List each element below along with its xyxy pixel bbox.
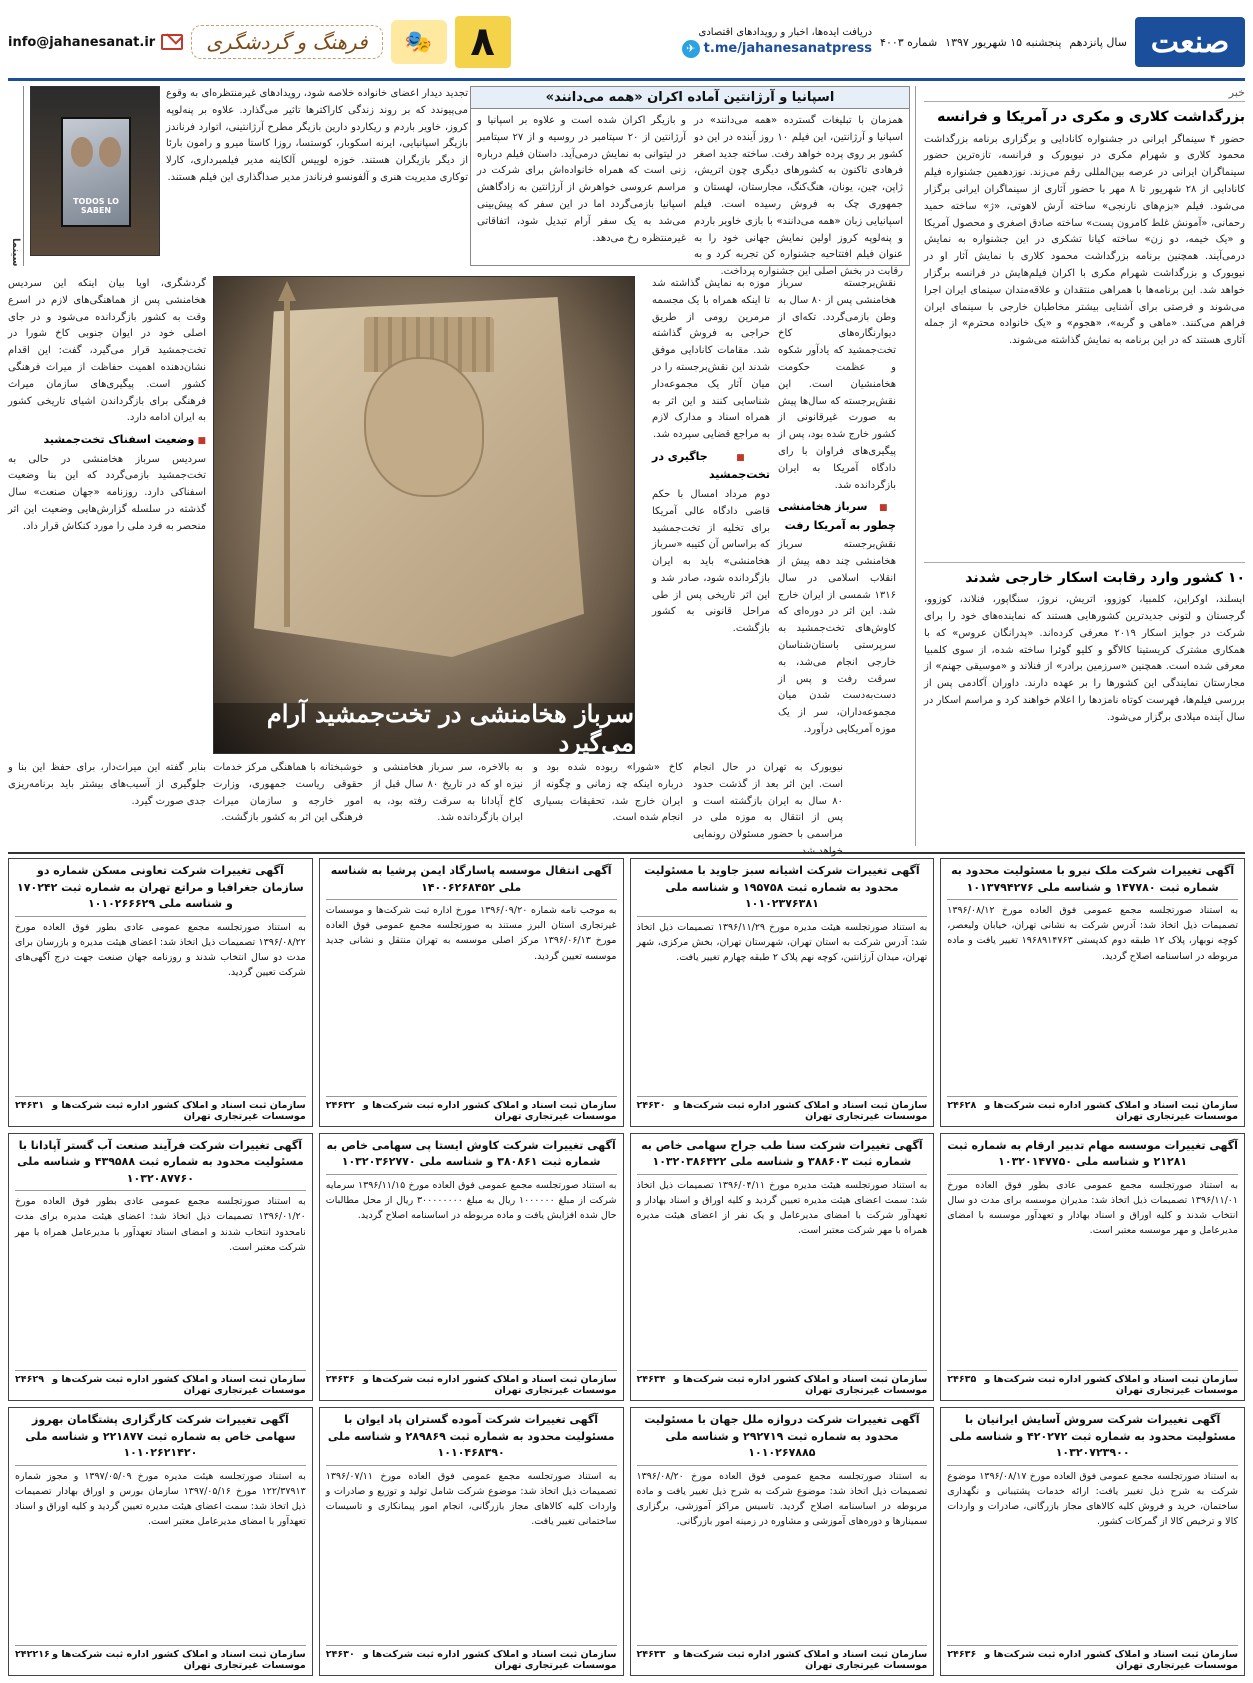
legal-notice[interactable] — [630, 858, 935, 1127]
issue-number: شماره ۴۰۰۳ — [880, 35, 938, 49]
poster-face-right — [99, 137, 121, 167]
issue-date: پنجشنبه ۱۵ شهریور ۱۳۹۷ — [945, 35, 1062, 49]
notice-body: به استناد صورتجلسه مجمع عمومی فوق العاده مورخ ۱۳۹۶/۰۸/۱۲ تصمیمات ذیل اتخاذ شد: آدرس شرکت به نشانی تهران، خیابان ولیعصر، کوچه نوبهار، پلاک ۱۲ طبقه دوم کدپستی ۱۹۶۸۹۱۴۷۶۳ تغییر یافت و ماده مربوطه در اساسنامه اصلاح گردید. — [947, 905, 1238, 962]
soldier-col2b-text: دوم مرداد امسال با حکم قاضی دادگاه عالی آمریکا برای تخلیه از تخت‌جمشید که براساس آن کتیبه «سرباز هخامنشی» باید به ایران بازگردانده شود، صادر شد و این اثر تاریخی پس از طی مراحل قانونی به کشور بازگشت. — [652, 488, 770, 635]
telegram-link[interactable] — [682, 40, 872, 58]
soldier-relief-photo — [213, 276, 635, 757]
legal-notice[interactable] — [940, 1133, 1245, 1402]
notice-body: به استناد صورتجلسه هیئت مدیره مورخ ۱۳۹۷/۰۵/۰۹ و مجوز شماره ۱۲۲/۳۷۹۱۳ مورخ ۱۳۹۷/۰۵/۱۶ سازمان بورس و اوراق بهادار تصمیمات ذیل اتخاذ شد: سمت اعضای هیئت مدیره تعیین گردید و کلیه اوراق و اسناد تعهدآور با امضای مدیرعامل معتبر است. — [15, 1470, 306, 1528]
relief-spear — [284, 297, 290, 627]
legal-notices-grid — [8, 858, 1245, 1676]
notice-code: ۲۴۶۳۵ — [947, 1374, 977, 1386]
mail-icon — [161, 34, 183, 50]
newspaper-logo[interactable]: صنعت — [1135, 17, 1245, 67]
notice-body: به استناد صورتجلسه مجمع عمومی فوق العاده مورخ ۱۳۹۶/۰۷/۱۱ تصمیمات ذیل اتخاذ شد: موضوع شرکت شامل تولید و توزیع و صادرات و واردات کلیه کالاهای مجاز بازرگانی، انجام امور پیمانکاری و تاسیسات ساختمانی تغییر یافت. — [325, 1470, 617, 1528]
notice-code: ۲۴۶۳۲ — [325, 1099, 355, 1111]
notice-org: سازمان ثبت اسناد و املاک کشور اداره ثبت شرکت‌ها و موسسات غیرتجاری تهران — [673, 1099, 928, 1122]
notice-footer — [15, 1370, 306, 1396]
soldier-story — [652, 276, 896, 754]
soldier-subhead-1: ■ سرباز هخامنشی چطور به آمریکا رفت — [778, 498, 896, 535]
notice-title: آگهی تغییرات شرکت اشیانه سبز جاوید با مسئولیت محدود به شماره ثبت ۱۹۵۷۵۸ و شناسه ملی ۱۰۱۰۲۳۷۶۳۸۱ — [637, 863, 928, 917]
contact-email[interactable] — [8, 34, 183, 50]
left-story-text — [8, 276, 206, 754]
notice-org: سازمان ثبت اسناد و املاک کشور اداره ثبت شرکت‌ها و موسسات غیرتجاری تهران — [362, 1648, 617, 1671]
notice-org: سازمان ثبت اسناد و املاک کشور اداره ثبت شرکت‌ها و موسسات غیرتجاری تهران — [52, 1099, 306, 1122]
notice-title: آگهی تغییرات شرکت سنا طب جراح سهامی خاص به شماره ثبت ۳۸۸۶۰۳ و شناسه ملی ۱۰۳۲۰۳۸۶۴۲۲ — [637, 1138, 928, 1175]
notice-footer — [947, 1096, 1238, 1122]
notice-footer — [326, 1370, 617, 1396]
left-story-col: گردشگری، اویا بیان اینکه این سردیس هخامنشی پس از هماهنگی‌های لازم در اسرع وقت به کشور بازگردانده می‌شود و در جای اصلی خود در ایوان جنوبی کاخ شورا در تخت‌جمشید قرار می‌گیرد، گفت: این اقدام نشان‌دهنده اهمیت حفاظت از میراث فرهنگی کشور است. پیگیری‌های سازمان میراث فرهنگی برای بازگرداندن اشیای تاریخی کشور به ایران ادامه دارد. — [8, 278, 206, 424]
notice-title: آگهی تغییرات شرکت کارگزاری پشتگامان بهروز سهامی خاص به شماره ثبت ۲۲۱۸۷۷ و شناسه ملی ۱۰۱۰۲۶۲۱۴۲۰ — [15, 1412, 306, 1466]
notice-body: به استناد صورتجلسه مجمع عمومی عادی بطور فوق العاده مورخ ۱۳۹۶/۱۱/۰۱ تصمیمات ذیل اتخاذ شد: مدیران موسسه برای مدت دو سال انتخاب شدند و کلیه اوراق و اسناد بهادار و تعهدآور موسسه با امضای مدیرعامل و مهر موسسه معتبر است. — [947, 1179, 1238, 1237]
soldier-col1b-text: نقش‌برجسته سرباز هخامنشی چند دهه پیش از انقلاب اسلامی در سال ۱۳۱۶ شمسی از ایران خارج شد. این اثر در دوره‌ای که کاوش‌های تخت‌جمشید به سرپرستی باستان‌شناسان خارجی انجام می‌شد، به سرقت رفت و پس از دست‌به‌دست شدن میان مجموعه‌داران، سر از یک موزه آمریکایی درآورد. — [778, 539, 896, 736]
under-col-1: نیویورک به تهران در حال انجام است. این اثر بعد از گذشت حدود ۸۰ سال به ایران بازگشته است و پس از انتقال به موزه ملی در مراسمی با حضور مسئولان رونمایی — [693, 762, 843, 841]
notice-code: ۲۴۶۳۴ — [636, 1374, 666, 1386]
notice-code: ۲۴۶۲۹ — [15, 1374, 44, 1386]
notice-org: سازمان ثبت اسناد و املاک کشور اداره ثبت شرکت‌ها و موسسات غیرتجاری تهران — [984, 1374, 1238, 1397]
notice-body: به استناد صورتجلسه مجمع عمومی فوق العاده مورخ ۱۳۹۶/۰۸/۱۷ موضوع شرکت به شرح ذیل تغییر یافت: ارائه خدمات پشتیبانی و نگهداری ساختمان، خرید و فروش کلیه کالاهای مجاز بازرگانی، صادرات و واردات کالا و ترخیص کالا از گمرکات کشور. — [947, 1470, 1238, 1528]
left-story-bottom: بنابر گفته این میراث‌دار، برای حفظ این بنا و جلوگیری از آسیب‌های بیشتر باید برنامه‌ریزی جدی صورت گیرد. — [8, 762, 206, 807]
notice-body: به استناد صورتجلسه مجمع عمومی عادی بطور فوق العاده مورخ ۱۳۹۶/۰۱/۲۰ تصمیمات ذیل اتخاذ شد: اعضای هیئت مدیره برای مدت نامحدود انتخاب شدند و امضای اسناد تعهدآور با مدیرعامل همراه با مهر شرکت معتبر است. — [15, 1196, 306, 1253]
photo-caption-bar — [214, 699, 634, 757]
notice-footer — [326, 1096, 617, 1122]
notice-code: ۲۴۶۳۰ — [325, 1648, 355, 1660]
soldier-col1-text: نقش‌برجسته سرباز هخامنشی پس از ۸۰ سال به وطن بازمی‌گردد. تکه‌ای از دیوارنگاره‌های کاخ تخت‌جمشید که یادآور شکوه و عظمت حکومت هخامنشیان است. این نقش‌برجسته که سال‌ها پیش به صورت غیرقانونی از کشور خارج شده بود، پس از پیگیری‌های فراوان با رای دادگاه آمریکا به ایران بازگردانده شد. — [778, 278, 896, 491]
legal-notice[interactable] — [8, 858, 313, 1127]
notice-org: سازمان ثبت اسناد و املاک کشور اداره ثبت شرکت‌ها و موسسات غیرتجاری تهران — [673, 1374, 928, 1397]
notice-org: سازمان ثبت اسناد و املاک کشور اداره ثبت شرکت‌ها و موسسات غیرتجاری تهران — [362, 1374, 617, 1397]
under-col-2: کاخ «شورا» ربوده شده بود و درباره اینکه چه زمانی و چگونه از ایران خارج شد، تحقیقات بسیاری انجام شده است. — [533, 762, 683, 824]
box-story-col-2: و بازیگر اکران شده است و علاوه بر اسپانیا و آرژانتین از ۲۰ سپتامبر در روسیه و از ۲۷ سپتامبر در لیتوانی به نمایش درمی‌آید. داستان فیلم درباره زنی است که همراه خانواده‌اش برای شرکت در مراسم عروسی خواهرش از آرژانتین به زادگاهش اسپانیا بازمی‌گردد اما در این سفر که پیش‌بینی می‌شد به یک سفر آرام تبدیل شود، اتفاقاتی غیرمنتظره رخ می‌دهد. — [477, 115, 686, 244]
notice-code: ۲۴۶۳۶ — [947, 1648, 977, 1660]
legal-notice[interactable] — [8, 1133, 313, 1402]
header-rule — [8, 78, 1245, 81]
legal-notice[interactable] — [8, 1407, 313, 1676]
notice-footer — [637, 1096, 928, 1122]
notice-title: آگهی تغییرات شرکت سروش آسایش ایرانیان با مسئولیت محدود به شماره ثبت ۴۲۰۲۷۲ و شناسه ملی ۱۰۳۲۰۷۲۳۹۰۰ — [947, 1412, 1238, 1466]
soldier-subhead-2: ■ جاگیری در تخت‌جمشید — [652, 448, 770, 485]
theatre-masks-icon: 🎭 — [391, 20, 447, 64]
box-story-headline[interactable]: اسپانیا و آرژانتین آماده اکران «همه می‌دانند» — [471, 87, 909, 109]
story-awards — [924, 108, 1245, 552]
notice-body: به استناد صورتجلسه مجمع عمومی عادی بطور فوق العاده مورخ ۱۳۹۶/۰۸/۲۲ تصمیمات ذیل اتخاذ شد: اعضای هیئت مدیره و بازرسان برای مدت دو سال انتخاب شدند و روزنامه جهان صنعت جهت درج آگهی‌های شرکت تعیین گردید. — [15, 921, 306, 979]
notice-org: سازمان ثبت اسناد و املاک کشور اداره ثبت شرکت‌ها و موسسات غیرتجاری تهران — [673, 1648, 928, 1671]
legal-notice[interactable] — [940, 858, 1245, 1127]
notice-title: آگهی تغییرات شرکت ملک نیرو با مسئولیت محدود به شماره ثبت ۱۴۷۷۸۰ و شناسه ملی ۱۰۱۳۷۹۴۲۷۶ — [947, 863, 1238, 900]
notice-title: آگهی تغییرات شرکت تعاونی مسکن شماره دو سازمان جغرافیا و مراتع تهران به شماره ثبت ۱۷۰۲۴۲ و شناسه ملی ۱۰۱۰۲۶۶۶۲۹ — [15, 863, 306, 917]
issue-year: سال پانزدهم — [1069, 35, 1127, 49]
notice-title: آگهی تغییرات شرکت فرآیند صنعت آب گستر آپادانا با مسئولیت محدود به شماره ثبت ۴۳۹۵۸۸ و شناسه ملی ۱۰۳۲۰۸۷۷۶۰ — [15, 1138, 306, 1192]
film-story — [8, 86, 468, 266]
soldier-story-col-2 — [652, 276, 770, 754]
under-image-columns — [213, 760, 843, 846]
notice-body: به استناد صورتجلسه مجمع عمومی فوق العاده مورخ ۱۳۹۶/۱۱/۱۵ سرمایه شرکت از مبلغ ۱۰۰۰۰۰۰ ریال به مبلغ ۳۰۰۰۰۰۰۰۰ ریال از محل مطالبات حال شده افزایش یافت و ماده مربوطه در اساسنامه اصلاح گردید. — [325, 1179, 617, 1222]
notice-footer — [15, 1645, 306, 1671]
notice-footer — [326, 1645, 617, 1671]
notice-code: ۲۴۲۲۱۶ — [15, 1648, 50, 1660]
issue-info — [880, 36, 1127, 49]
right-column — [915, 86, 1245, 846]
left-story-col-b: سردیس سرباز هخامنشی در حالی به تخت‌جمشید بازمی‌گردد که این بنا وضعیت اسفناکی دارد. روزنامه «جهان صنعت» سال گذشته در سلسله گزارش‌هایی وضعیت این اثر منحصر به فرد ملی را مورد کنکاش قرار داد. — [8, 453, 206, 532]
box-story — [470, 86, 910, 278]
film-poster — [61, 117, 131, 227]
notice-body: به استناد صورتجلسه هیئت مدیره مورخ ۱۳۹۶/۱۱/۲۹ تصمیمات ذیل اتخاذ شد: آدرس شرکت به استان تهران، شهرستان تهران، بخش مرکزی، شهر تهران، میدان آرژانتین، کوچه نهم پلاک ۲ طبقه چهارم تغییر یافت. — [636, 921, 928, 963]
page-number: ۸ — [455, 16, 511, 68]
telegram-handle: t.me/jahanesanatpress — [703, 41, 873, 56]
notice-body: به موجب نامه شماره ۱۳۹۶/۰۹/۲۰ مورخ اداره ثبت شرکت‌ها و موسسات غیرتجاری استان البرز مستند به صورتجلسه مجمع عمومی فوق العاده مورخ ۱۳۹۶/۰۶/۱۳ مرکز اصلی موسسه به تهران منتقل و نشانی جدید موسسه تعیین گردید. — [325, 905, 617, 962]
notice-footer — [947, 1370, 1238, 1396]
notice-footer — [947, 1645, 1238, 1671]
ads-rule — [8, 852, 1245, 854]
film-poster-photo — [30, 86, 160, 256]
story-awards-headline[interactable]: بزرگداشت کلاری و مکری در آمریکا و فرانسه — [937, 109, 1245, 125]
notice-code: ۲۴۶۳۰ — [636, 1099, 666, 1111]
notice-org: سازمان ثبت اسناد و املاک کشور اداره ثبت شرکت‌ها و موسسات غیرتجاری تهران — [362, 1099, 617, 1122]
notice-org: سازمان ثبت اسناد و املاک کشور اداره ثبت شرکت‌ها و موسسات غیرتجاری تهران — [52, 1374, 306, 1397]
notice-title: آگهی تغییرات شرکت آموده گستران پاد ایوان با مسئولیت محدود به شماره ثبت ۲۸۹۸۶۹ و شناسه ملی ۱۰۱۰۴۶۸۳۹۰ — [326, 1412, 617, 1466]
box-story-columns — [471, 109, 909, 278]
story-oscar-body: ایسلند، اوکراین، کلمبیا، کوزوو، اتریش، نروژ، سنگاپور، فنلاند، کوزوو، گرجستان و لتونی جدیدترین کشورهایی هستند که نماینده‌های خود را برای شرکت در جوایز اسکار ۲۰۱۹ معرفی کرده‌اند. «پدرانگان عروس» که با همکاری مشترک کریستینا کالاگو و کلیو گوئرا ساخته شده، از سوی کلمبیا معرفی شده است. همچنین «سرزمین برادر» از فنلاند و «موسیقی جهنم» از مجارستان نمایندگی این کشورها را بر عهده دارند. داوران آکادمی پس از بررسی فیلم‌ها، فهرست کوتاه نامزدها را اعلام خواهند کرد و مراسم اسکار در سال آینده میلادی برگزار می‌شود. — [924, 594, 1245, 723]
notice-body: به استناد صورتجلسه مجمع عمومی فوق العاده مورخ ۱۳۹۶/۰۸/۲۰ تصمیمات ذیل اتخاذ شد: موضوع شرکت به شرح ذیل تغییر یافت و ماده مربوطه در اساسنامه اصلاح گردید. تاسیس مراکز آموزشی، برگزاری سمینارها و دوره‌های آموزشی و مشاوره در زمینه امور بازرگانی. — [636, 1470, 928, 1528]
notice-body: به استناد صورتجلسه هیئت مدیره مورخ ۱۳۹۶/۰۴/۱۱ تصمیمات ذیل اتخاذ شد: سمت اعضای هیئت مدیره تعیین گردید و کلیه اوراق و اسناد بهادار و تعهدآور شرکت با امضای مدیرعامل و یک نفر از اعضای هیئت مدیره همراه با مهر شرکت معتبر است. — [636, 1179, 928, 1237]
notice-org: سازمان ثبت اسناد و املاک کشور اداره ثبت شرکت‌ها و موسسات غیرتجاری تهران — [984, 1648, 1238, 1671]
notice-title: آگهی تغییرات شرکت دروازه ملل جهان با مسئولیت محدود به شماره ثبت ۲۹۲۷۱۹ و شناسه ملی ۱۰۱۰۲۶۷۸۸۵ — [637, 1412, 928, 1466]
notice-title: آگهی تغییرات موسسه مهام تدبیر ارقام به شماره ثبت ۲۱۲۸۱ و شناسه ملی ۱۰۳۲۰۱۴۷۷۵۰ — [947, 1138, 1238, 1175]
telegram-caption: دریافت ایده‌ها، اخبار و رویدادهای اقتصادی — [698, 26, 873, 38]
notice-code: ۲۴۶۳۱ — [15, 1099, 44, 1111]
film-story-body: تجدید دیدار اعضای خانواده خلاصه شود، رویدادهای غیرمنتظره‌ای به وقوع می‌پیوندد که بر روند زندگی کاراکترها تاثیر می‌گذارد. علاوه بر پنه‌لوپه کروز، خاویر باردم و ریکاردو دارین بازیگر مطرح آرژانتینی، اتوارد فرناندز بازیگر اسپانیایی، ایرنه اسکوبار، کوستسا، روزا کاستا میرو و رامون بارئا از دیگر بازیگران هستند. خوزه لوییس آلکاینه مدیر فیلمبرداری، کارلا توکاری مدیریت هنری و آلفونسو فرناندز مدیر صداگذاری این فیلم هستند. — [166, 88, 468, 183]
legal-notice[interactable] — [319, 1133, 624, 1402]
notice-title: آگهی انتقال موسسه پاسارگاد ایمن پرشیا به شناسه ملی ۱۴۰۰۶۲۶۸۴۵۲ — [326, 863, 617, 900]
masthead — [8, 8, 1245, 76]
legal-notice[interactable] — [630, 1133, 935, 1402]
box-story-col-1: همزمان با تبلیغات گسترده «همه می‌دانند» در اسپانیا و آرژانتین، این فیلم ۱۰ روز آینده در این دو کشور بر روی پرده خواهد رفت. ساخته جدید اصغر فرهادی تاکنون به کشورهای دیگری چون اتریش، ژاپن، چین، یونان، هنگ‌کنگ، مجارستان، لهستان و جمهوری چک به فروش رسیده است. فیلم اسپانیایی زبان «همه می‌دانند» با بازی خاویر باردم و پنه‌لوپه کروز اولین نمایش جهانی خود را به عنوان فیلم افتتاحیه جشنواره کن تجربه کرد و به رقابت در بخش اصلی این جشنواره پرداخت. — [694, 115, 904, 278]
story-oscar — [924, 562, 1245, 843]
notice-title: آگهی تغییرات شرکت کاوش ایستا پی سهامی خاص به شماره ثبت ۳۸۰۸۶۱ و شناسه ملی ۱۰۳۲۰۳۶۲۷۷۰ — [326, 1138, 617, 1175]
photo-caption[interactable]: سرباز هخامنشی در تخت‌جمشید آرام می‌گیرد — [266, 699, 634, 757]
notice-code: ۲۴۶۳۶ — [325, 1374, 355, 1386]
notice-footer — [637, 1370, 928, 1396]
masthead-right — [8, 16, 511, 68]
legal-notice[interactable] — [940, 1407, 1245, 1676]
left-story — [8, 276, 206, 754]
legal-notice[interactable] — [319, 858, 624, 1127]
notice-org: سازمان ثبت اسناد و املاک کشور اداره ثبت شرکت‌ها و موسسات غیرتجاری تهران — [52, 1648, 306, 1671]
notice-code: ۲۴۶۳۳ — [636, 1648, 666, 1660]
poster-title: TODOS LO SABEN — [73, 197, 119, 215]
section-title: فرهنگ و گردشگری — [191, 25, 382, 59]
email-text: info@jahanesanat.ir — [8, 34, 156, 50]
notice-footer — [15, 1096, 306, 1122]
telegram-promo — [682, 27, 872, 58]
legal-notice[interactable] — [319, 1407, 624, 1676]
story-awards-body: حضور ۴ سینماگر ایرانی در جشنواره کانادایی و برگزاری برنامه بزرگداشت محمود کلاری و شهرام مکری در نیویورک و فرانسه، تازه‌ترین حضور سینماگران ایرانی در عرصه بین‌المللی رقم می‌زند. نوزدهمین جشنواره فیلم کانادایی از ۲۸ شهریور تا ۸ مهر با حضور آثاری از سینماگران ایرانی برگزار می‌شود. فیلم «بزم‌های نارنجی» ساخته آرش لاهوتی، «ژ» ساخته حمید رحمانی، «آمونش غلط کامرون پست» ساخته صادق اصغری و محصول آمریکا و «یک خیمه، دو زن» ساخته کیانا تشکری در این جشنواره به نمایش درمی‌آیند. همچنین برنامه بزرگداشت محمود کلاری با نمایش آثار او در نیویورک و بزرگداشت شهرام مکری با اکران فیلم‌هایش در فرانسه برگزار خواهد شد. این برنامه‌ها با همراهی منتقدان و علاقه‌مندان سینمای ایران اجرا می‌شوند و فرصتی برای آشنایی بیشتر مخاطبان خارجی با سینمای ایران فراهم می‌کنند. «ماهی و گربه»، «هجوم» و «یک خانواده محترم» از جمله آثاری هستند که در این برنامه به نمایش گذاشته می‌شوند. — [924, 133, 1246, 347]
soldier-story-col-1 — [778, 276, 896, 754]
notice-code: ۲۴۶۲۸ — [947, 1099, 977, 1111]
story-oscar-headline[interactable]: ۱۰ کشور وارد رقابت اسکار خارجی شدند — [965, 569, 1245, 586]
legal-notice[interactable] — [630, 1407, 935, 1676]
telegram-icon: ✈ — [682, 40, 700, 58]
kicker-label: خبر — [924, 86, 1245, 102]
side-label: سینما — [8, 86, 24, 266]
poster-face-left — [71, 137, 93, 167]
soldier-col2-text: موزه به نمایش گذاشته شد تا اینکه همراه با یک مجسمه مرمرین رومی از طریق حراجی به فروش گذاشته شد. مقامات کانادایی موفق شدند این نقش‌برجسته را در میان آثار یک مجموعه‌دار شناسایی کنند و این اثر به همراه اسناد و مدارک لازم به مراجع قضایی سپرده شد. — [652, 278, 770, 441]
notice-footer — [637, 1645, 928, 1671]
masthead-left — [682, 17, 1245, 67]
left-story-subhead: ■ وضعیت اسفناک تخت‌جمشید — [8, 431, 206, 449]
relief-head — [364, 357, 484, 497]
under-col-3: به بالاخره، سر سرباز هخامنشی و نیزه او که در تاریخ ۸۰ سال قبل از کاخ آپادانا به سرقت رفته بود، به ایران بازگردانده شد. — [373, 762, 523, 824]
notice-org: سازمان ثبت اسناد و املاک کشور اداره ثبت شرکت‌ها و موسسات غیرتجاری تهران — [984, 1099, 1238, 1122]
under-col-4: خوشبختانه با هماهنگی مرکز خدمات حقوقی ریاست جمهوری، وزارت امور خارجه و سازمان میراث فرهنگی این اثر به کشور بازگشت. — [213, 762, 363, 824]
